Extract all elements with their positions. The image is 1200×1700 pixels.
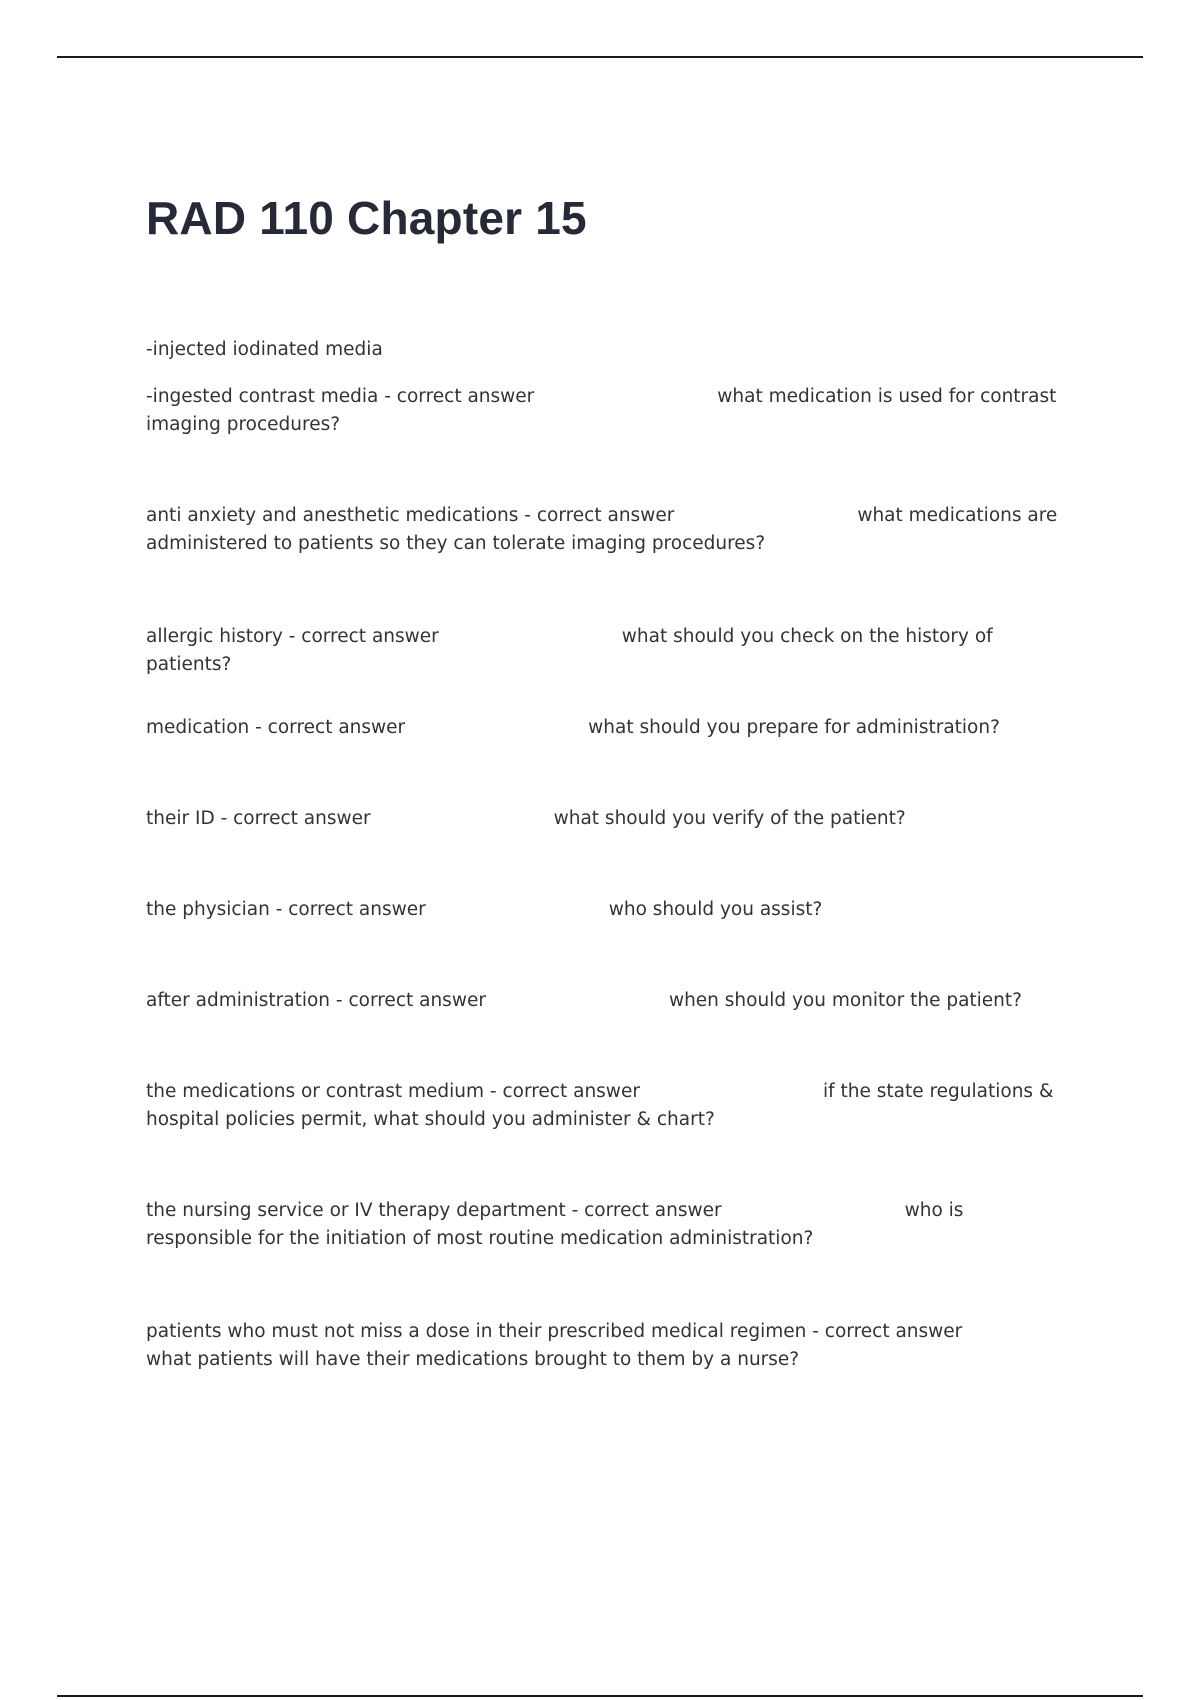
qa-entry bbox=[146, 502, 1066, 558]
document-title: RAD 110 Chapter 15 bbox=[146, 192, 587, 244]
qa-question: what patients will have their medications brought to them by a nurse? bbox=[146, 1349, 800, 1370]
qa-answer: the medications or contrast medium - correct answer bbox=[146, 1081, 640, 1102]
qa-question: what should you prepare for administration? bbox=[588, 717, 1000, 738]
qa-question: what should you verify of the patient? bbox=[553, 808, 906, 829]
qa-entry bbox=[146, 1078, 1066, 1134]
qa-question: when should you monitor the patient? bbox=[668, 990, 1022, 1011]
qa-entry bbox=[146, 896, 1066, 924]
qa-answer: allergic history - correct answer bbox=[146, 626, 439, 647]
qa-question: who should you assist? bbox=[608, 899, 823, 920]
footer-rule bbox=[57, 1695, 1143, 1697]
qa-entry bbox=[146, 383, 1066, 439]
qa-answer: the physician - correct answer bbox=[146, 899, 426, 920]
header-rule bbox=[57, 56, 1143, 58]
qa-entry bbox=[146, 1197, 1066, 1253]
qa-answer: medication - correct answer bbox=[146, 717, 406, 738]
qa-entry bbox=[146, 714, 1066, 742]
qa-answer: their ID - correct answer bbox=[146, 808, 371, 829]
qa-answer: -ingested contrast media - correct answer bbox=[146, 386, 535, 407]
qa-entry bbox=[146, 336, 1066, 364]
qa-question: if the state regulations & hospital policies permit, what should you administer & chart? bbox=[146, 1081, 1054, 1130]
qa-answer: patients who must not miss a dose in their prescribed medical regimen - correct answer bbox=[146, 1321, 963, 1342]
qa-question: who is responsible for the initiation of most routine medication administration? bbox=[146, 1200, 964, 1249]
qa-question: what medications are administered to patients so they can tolerate imaging procedures? bbox=[146, 505, 1058, 554]
qa-entry bbox=[146, 987, 1066, 1015]
qa-answer: after administration - correct answer bbox=[146, 990, 486, 1011]
qa-entry bbox=[146, 1318, 1066, 1374]
qa-entry bbox=[146, 623, 1066, 679]
qa-entry bbox=[146, 805, 1066, 833]
qa-answer: the nursing service or IV therapy department - correct answer bbox=[146, 1200, 722, 1221]
qa-answer: anti anxiety and anesthetic medications - correct answer bbox=[146, 505, 675, 526]
qa-answer: -injected iodinated media bbox=[146, 339, 383, 360]
qa-question: what medication is used for contrast imaging procedures? bbox=[146, 386, 1057, 435]
qa-question: what should you check on the history of patients? bbox=[146, 626, 993, 675]
